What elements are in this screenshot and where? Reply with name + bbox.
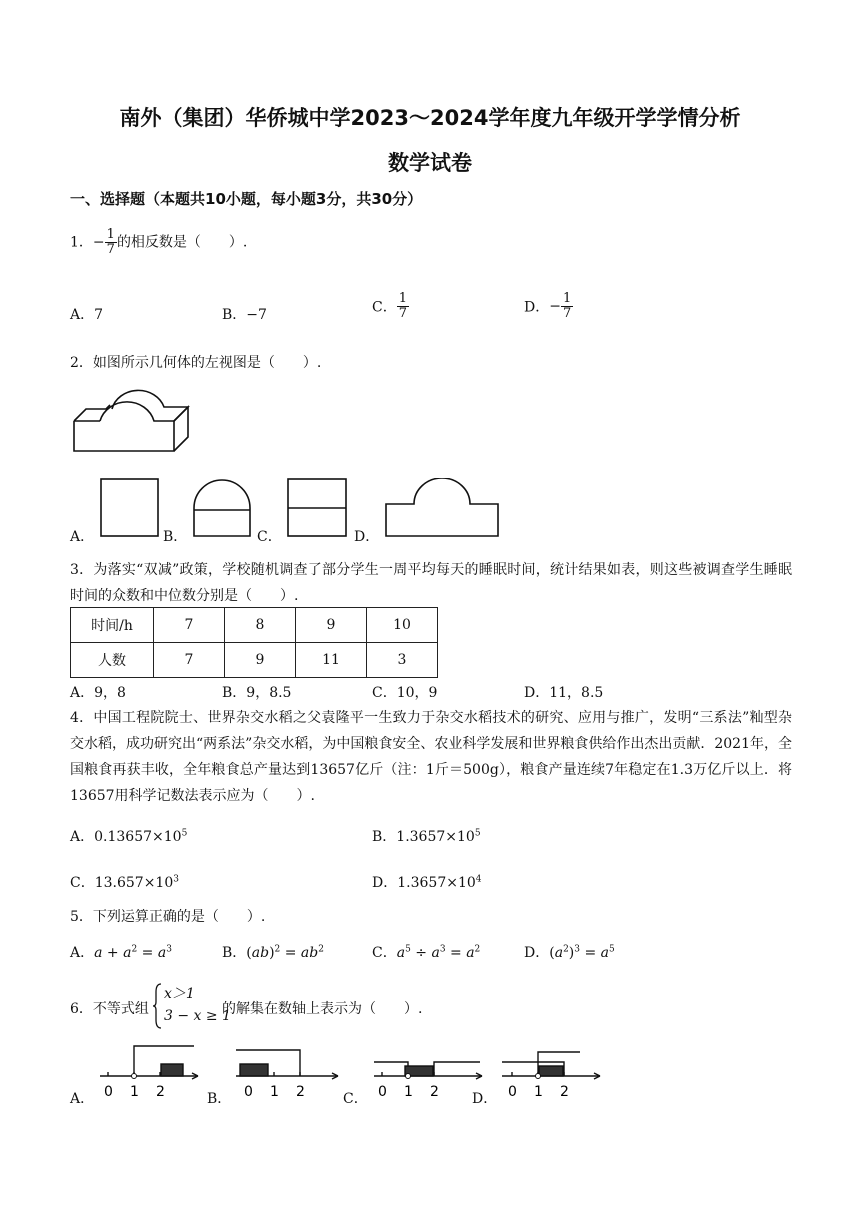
q4-a-base: 0.13657×10 — [94, 829, 182, 845]
q3-option-a: A．9，8 — [70, 685, 126, 701]
q4-d-base: 1.3657×10 — [397, 875, 476, 891]
q1-d-num: 1 — [562, 291, 572, 306]
q6-c-tick-2: 2 — [430, 1084, 439, 1100]
q5-option-b: B．$(ab)^2 = ab^2$ — [222, 944, 324, 961]
question-6-lead: 6．不等式组 — [70, 1001, 149, 1017]
q4-option-a — [70, 826, 187, 846]
table-cell: 9 — [225, 643, 296, 678]
q6-b-tick-2: 2 — [296, 1084, 305, 1100]
q4-b-base: 1.3657×10 — [396, 829, 475, 845]
q6-brace — [152, 982, 162, 1030]
table-cell: 11 — [296, 643, 367, 678]
table-cell: 时间/h — [71, 608, 154, 643]
q4-d-exp: 4 — [475, 874, 482, 885]
q5-c-label: C． — [372, 945, 397, 961]
q1-d-minus: − — [549, 298, 561, 315]
q4-a-label: A． — [70, 829, 95, 845]
exam-title-line2: 数学试卷 — [388, 151, 472, 175]
q6-option-d: D． — [472, 1091, 498, 1107]
q2-c-split-rect — [287, 478, 349, 538]
q6-b-number-line — [234, 1044, 344, 1100]
q5-d-label: D． — [524, 945, 550, 961]
q6-ineq-1: x＞1 — [164, 986, 195, 1002]
q1-d-den: 7 — [562, 306, 572, 321]
q1-c-den: 7 — [398, 306, 407, 321]
q1-d-fraction — [561, 292, 573, 321]
q2-a-square — [100, 478, 160, 538]
q3-option-c: C．10，9 — [372, 685, 438, 701]
table-row — [71, 608, 438, 643]
q1-frac-num: 1 — [106, 227, 115, 242]
q6-c-tick-1: 1 — [404, 1084, 413, 1100]
q6-option-c: C． — [343, 1091, 368, 1107]
q1-number: 1． — [70, 234, 93, 251]
q4-option-d — [372, 872, 482, 892]
q6-b-tick-0: 0 — [244, 1084, 253, 1100]
table-cell: 9 — [296, 608, 367, 643]
q1-stem: 的相反数是（ ）. — [116, 234, 248, 251]
q2-d-arch — [384, 478, 502, 538]
q2-option-a: A． — [70, 529, 95, 545]
question-3: 3．为落实“双减”政策，学校随机调查了部分学生一周平均每天的睡眠时间，统计结果如表，则这些被调查学生睡眠时间的众数和中位数分别是（ ）. — [70, 562, 792, 604]
q5-option-a: A．$a + a^2 = a^3$ — [70, 944, 172, 961]
q4-d-label: D． — [372, 875, 398, 891]
question-5: 5．下列运算正确的是（ ）. — [70, 909, 266, 925]
q5-option-c: C．$a^5 \div a^3 = a^2$ — [372, 944, 481, 961]
q2-option-d: D． — [354, 529, 380, 545]
table-row — [71, 643, 438, 678]
question-2: 2．如图所示几何体的左视图是（ ）. — [70, 355, 322, 371]
q6-a-tick-1: 1 — [130, 1084, 139, 1100]
q1-c-fraction — [397, 292, 409, 321]
q6-a-number-line — [98, 1044, 206, 1100]
q5-option-d: D．$(a^2)^3 = a^5$ — [524, 944, 615, 961]
q6-option-a: A． — [70, 1091, 95, 1107]
table-cell: 7 — [154, 608, 225, 643]
question-4: 4．中国工程院院士、世界杂交水稻之父袁隆平一生致力于杂交水稻技术的研究、应用与推广，发明“三系法”籼型杂交水稻，成功研究出“两系法”杂交水稻，为中国粮食安全、农业科学发展和世界粮食供给作出杰出贡献．2021年，全国粮食再获丰收，全年粮食总产量达到13657亿斤（注：1斤＝500g），粮食产量连续7年稳定在1.3万亿斤以上．将13657用科学记数法表示应为（ ）. — [70, 710, 792, 804]
q3-option-b: B．9，8.5 — [222, 685, 292, 701]
q6-b-tick-1: 1 — [270, 1084, 279, 1100]
section-heading: 一、选择题（本题共10小题，每小题3分，共30分） — [70, 190, 423, 208]
q1-frac-den: 7 — [106, 242, 115, 257]
question-1 — [70, 228, 247, 257]
q6-option-b: B． — [207, 1091, 232, 1107]
q2-option-b: B． — [163, 529, 188, 545]
q6-c-number-line — [372, 1044, 488, 1100]
q5-a-label: A． — [70, 945, 95, 961]
q1-option-a: A．7 — [70, 307, 104, 323]
q4-c-base: 13.657×10 — [94, 875, 174, 891]
q1-fraction — [105, 228, 117, 257]
q1-option-c — [372, 292, 409, 321]
q1-option-b: B．−7 — [222, 307, 267, 323]
q1-c-num: 1 — [398, 291, 407, 306]
q2-option-c: C． — [257, 529, 282, 545]
q6-ineq-2: 3 − x ≥ 1 — [164, 1008, 231, 1024]
q1-option-d — [524, 292, 573, 321]
q2-solid-figure — [70, 383, 195, 455]
q4-b-exp: 5 — [474, 828, 481, 839]
q2-b-dome — [192, 478, 252, 538]
q4-b-label: B． — [372, 829, 397, 845]
table-cell: 8 — [225, 608, 296, 643]
q4-option-b — [372, 826, 481, 846]
q6-c-tick-0: 0 — [378, 1084, 387, 1100]
q6-d-tick-1: 1 — [534, 1084, 543, 1100]
q1-d-label: D． — [524, 299, 550, 316]
table-cell: 10 — [367, 608, 438, 643]
q4-c-label: C． — [70, 875, 95, 891]
q4-option-c — [70, 872, 179, 892]
q6-d-tick-0: 0 — [508, 1084, 517, 1100]
q6-a-tick-0: 0 — [104, 1084, 113, 1100]
q3-option-d: D．11，8.5 — [524, 685, 604, 701]
q4-a-exp: 5 — [181, 828, 188, 839]
q6-a-tick-2: 2 — [156, 1084, 165, 1100]
table-cell: 7 — [154, 643, 225, 678]
sleep-time-table — [70, 607, 438, 678]
table-cell: 3 — [367, 643, 438, 678]
q6-d-tick-2: 2 — [560, 1084, 569, 1100]
q4-c-exp: 3 — [173, 874, 179, 885]
exam-title-line1: 南外（集团）华侨城中学2023～2024学年度九年级开学学情分析 — [119, 106, 741, 130]
table-cell: 人数 — [71, 643, 154, 678]
q6-d-number-line — [500, 1044, 610, 1100]
q1-c-label: C． — [372, 299, 397, 316]
q5-b-label: B． — [222, 945, 247, 961]
q1-minus: − — [92, 234, 105, 251]
q6-stem: 的解集在数轴上表示为（ ）. — [222, 1001, 423, 1017]
